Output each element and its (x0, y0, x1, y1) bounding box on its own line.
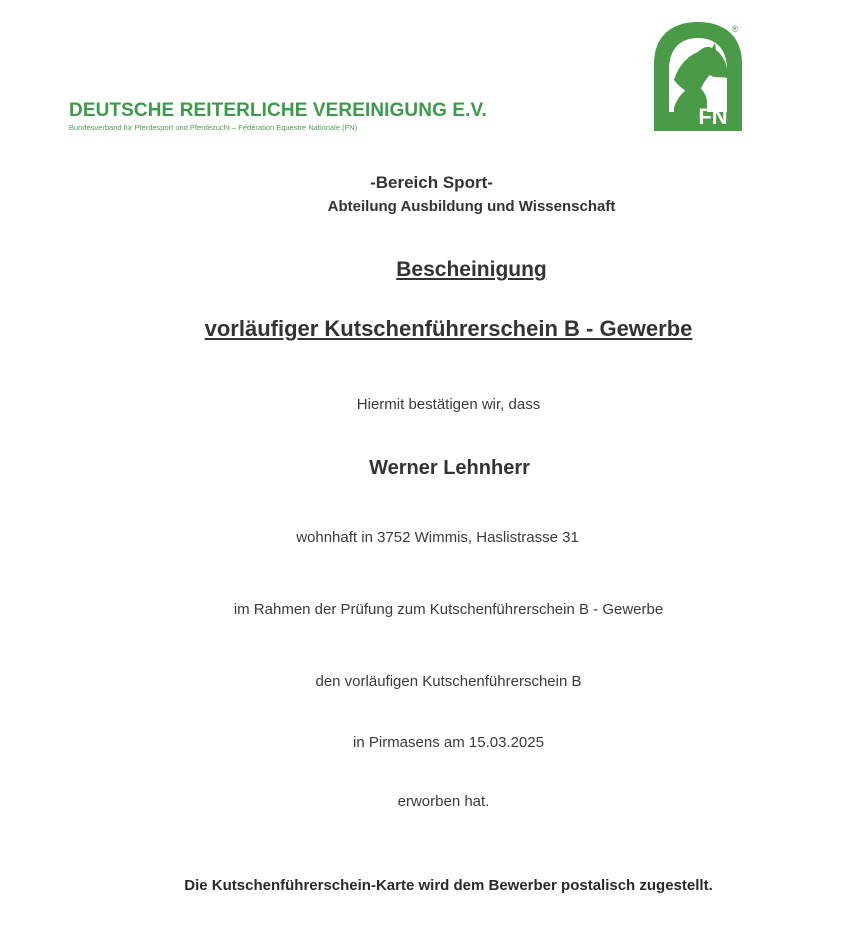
delivery-note: Die Kutschenführerschein-Karte wird dem Bewerber postalisch zugestellt. (184, 877, 713, 894)
document-title: Bescheinigung (396, 258, 547, 281)
organization-subtitle: Bundesverband für Pferdesport und Pferdezucht – Fédération Equestre Nationale (FN) (69, 123, 358, 132)
organization-name: DEUTSCHE REITERLICHE VEREINIGUNG E.V. (69, 100, 487, 121)
holder-name: Werner Lehnherr (369, 457, 530, 479)
license-text: den vorläufigen Kutschenführerschein B (315, 673, 582, 690)
intro-text: Hiermit bestätigen wir, dass (356, 396, 541, 413)
department-area: -Bereich Sport- (370, 173, 493, 192)
closing-text: erworben hat. (397, 793, 490, 810)
department-division: Abteilung Ausbildung und Wissenschaft (327, 198, 616, 215)
place-date-text: in Pirmasens am 15.03.2025 (353, 734, 544, 751)
fn-horse-logo-icon (652, 20, 744, 132)
registered-mark: ® (731, 24, 739, 34)
address-text: wohnhaft in 3752 Wimmis, Haslistrasse 31 (296, 529, 579, 546)
logo-label: FN (698, 104, 728, 129)
exam-text: im Rahmen der Prüfung zum Kutschenführerschein B - Gewerbe (233, 601, 664, 618)
document-subtitle: vorläufiger Kutschenführerschein B - Gewerbe (204, 316, 693, 341)
